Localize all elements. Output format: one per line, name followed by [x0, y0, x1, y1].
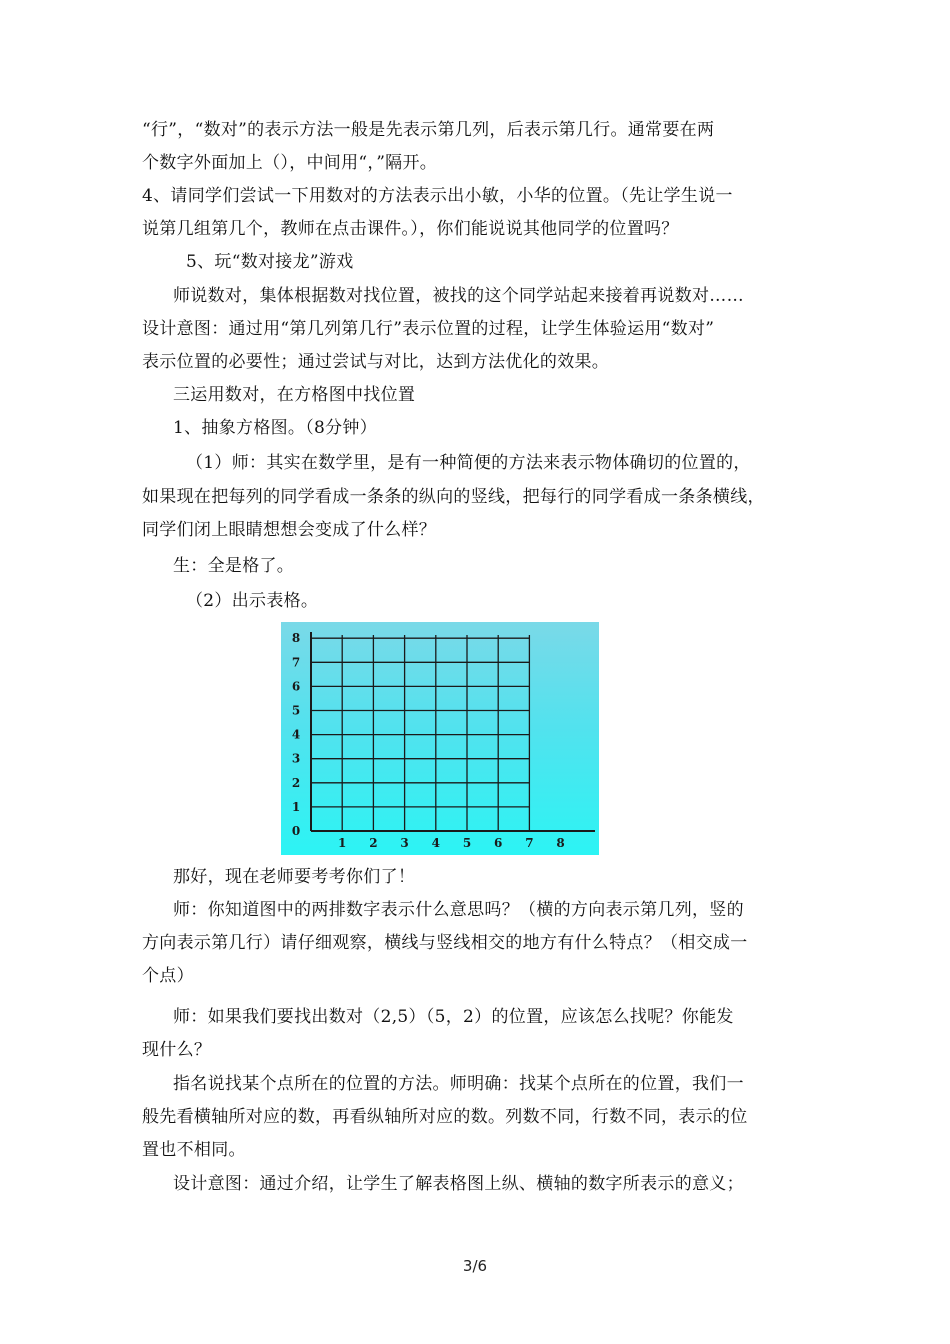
- x-tick-label: 7: [525, 836, 534, 850]
- paragraph-line: 说第几组第几个，教师在点击课件。），你们能说说其他同学的位置吗？: [142, 219, 679, 239]
- x-tick-label: 4: [431, 836, 440, 850]
- x-tick-label: 8: [556, 836, 565, 850]
- paragraph-line: 置也不相同。: [142, 1140, 246, 1160]
- paragraph-line: 般先看横轴所对应的数，再看纵轴所对应的数。列数不同，行数不同，表示的位: [142, 1107, 748, 1127]
- section-heading: 三运用数对，在方格图中找位置: [173, 385, 416, 405]
- paragraph-line: 5、玩“数对接龙”游戏: [186, 252, 354, 272]
- y-tick-label: 7: [291, 655, 301, 670]
- paragraph-line: 如果现在把每列的同学看成一条条的纵向的竖线，把每行的同学看成一条条横线，: [142, 487, 765, 507]
- x-tick-label: 2: [369, 836, 378, 850]
- paragraph-line: 方向表示第几行）请仔细观察，横线与竖线相交的地方有什么特点？（相交成一: [142, 933, 748, 953]
- paragraph-line: 指名说找某个点所在的位置的方法。师明确：找某个点所在的位置，我们一: [173, 1074, 744, 1094]
- paragraph-line: 那好，现在老师要考考你们了！: [173, 867, 416, 887]
- paragraph-line: 4、请同学们尝试一下用数对的方法表示出小敏，小华的位置。（先让学生说一: [142, 186, 733, 206]
- y-tick-label: 4: [291, 727, 301, 742]
- design-intent-line: 设计意图：通过用“第几列第几行”表示位置的过程，让学生体验运用“数对”: [142, 319, 715, 339]
- y-tick-label: 8: [291, 631, 301, 646]
- paragraph-line: “行”，“数对”的表示方法一般是先表示第几列，后表示第几行。通常要在两: [142, 120, 715, 140]
- y-tick-label: 2: [291, 775, 301, 790]
- y-tick-label: 1: [291, 799, 301, 814]
- paragraph-line: 生：全是格了。: [173, 556, 295, 576]
- paragraph-line: 个数字外面加上（），中间用“，”隔开。: [142, 153, 438, 173]
- paragraph-line: 同学们闭上眼睛想想会变成了什么样？: [142, 520, 437, 540]
- paragraph-line: 师：如果我们要找出数对（2,5）（5，2）的位置，应该怎么找呢？你能发: [173, 1007, 734, 1027]
- coordinate-grid-figure: [281, 622, 599, 855]
- x-tick-label: 6: [494, 836, 503, 850]
- page-number: 3/6: [462, 1257, 488, 1275]
- paragraph-line: 师说数对，集体根据数对找位置，被找的这个同学站起来接着再说数对……: [173, 286, 744, 306]
- y-tick-label: 0: [291, 824, 301, 838]
- y-tick-label: 6: [291, 679, 301, 694]
- y-tick-label: 5: [291, 703, 301, 718]
- x-tick-label: 3: [400, 836, 409, 850]
- paragraph-line: （2）出示表格。: [186, 591, 319, 611]
- subsection-heading: 1、抽象方格图。（8分钟）: [173, 418, 378, 438]
- design-intent-line: 设计意图：通过介绍，让学生了解表格图上纵、横轴的数字所表示的意义；: [173, 1174, 744, 1194]
- paragraph-line: 个点）: [142, 966, 194, 986]
- paragraph-line: 现什么？: [142, 1040, 212, 1060]
- paragraph-line: （1）师：其实在数学里，是有一种简便的方法来表示物体确切的位置的，: [186, 453, 751, 473]
- paragraph-line: 表示位置的必要性；通过尝试与对比，达到方法优化的效果。: [142, 352, 610, 372]
- y-tick-label: 3: [291, 751, 301, 766]
- x-tick-label: 1: [338, 836, 347, 850]
- x-tick-label: 5: [462, 836, 472, 850]
- coordinate-grid-svg: [281, 622, 599, 855]
- paragraph-line: 师：你知道图中的两排数字表示什么意思吗？（横的方向表示第几列，竖的: [173, 900, 744, 920]
